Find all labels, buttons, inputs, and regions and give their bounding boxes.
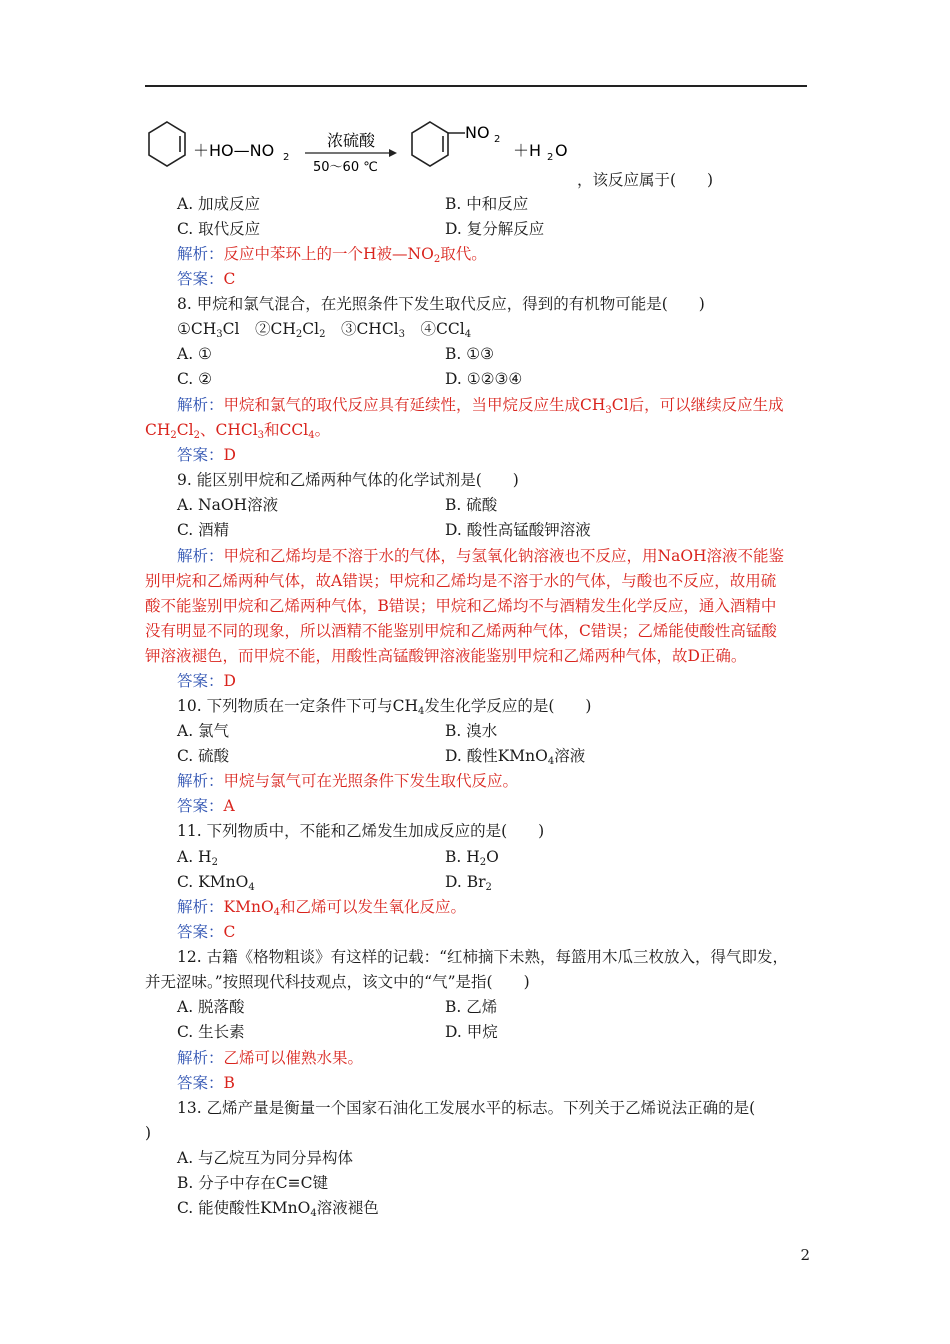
q10-option-d [445,746,585,772]
q11-analysis-pre: KMnO [223,898,274,916]
answer-label: 答案： [177,672,224,690]
q7-analysis-text: 反应中苯环上的一个H被—NO [223,245,434,263]
q8-a2-4: 、CHCl [199,421,258,439]
answer-label: 答案： [177,1074,224,1092]
q11-c-sub: 4 [248,882,255,893]
answer-label: 答案： [177,446,224,464]
q11-c-text: C. KMnO [177,873,249,891]
q8-answer [177,445,236,465]
q9-analysis-line1 [177,546,784,566]
q7-option-a: A. 加成反应 [177,195,261,213]
q12-option-c: C. 生长素 [177,1023,245,1041]
q12-option-b: B. 乙烯 [445,998,498,1016]
answer-label: 答案： [177,797,224,815]
q13-option-c-sub: 4 [310,1208,317,1219]
q11-option-c [177,872,255,898]
q11-a-sub: 2 [211,857,218,868]
q8-option-a: A. ① [177,345,212,363]
q8-a2-6: 和CCl [264,421,309,439]
q10-option-d-post: 溶液 [554,747,586,765]
q10-option-d-pre: D. 酸性KMnO [445,747,548,765]
q11-analysis [177,897,466,923]
q13-option-c-post: 溶液褪色 [316,1199,379,1217]
q8-analysis-sub: 3 [605,405,612,416]
q11-b-sub: 2 [479,857,487,868]
q7-answer-value: C [223,270,236,288]
q7-analysis-post: 取代。 [440,245,487,263]
q9-answer-value: D [223,672,236,690]
nitration-equation [145,118,785,198]
q8-item-3-sub: 3 [398,329,406,340]
q8-a2-8: 。 [314,421,331,439]
q9-analysis-line3: 酸不能鉴别甲烷和乙烯两种气体，B错误；甲烷和乙烯均不与酒精发生化学反应，通入酒精中 [145,597,777,615]
q7-stem-tail: ，该反应属于( ) [577,171,714,189]
q11-a-text: A. H [177,848,212,866]
q10-analysis-text: 甲烷与氯气可在光照条件下发生取代反应。 [223,772,519,790]
analysis-label: 解析： [177,396,224,414]
q8-a2-0: CH [145,421,171,439]
q10-option-c: C. 硫酸 [177,747,230,765]
q8-item-2b: Cl [302,320,320,338]
q10-answer-value: A [223,797,235,815]
q12-option-a: A. 脱落酸 [177,998,245,1016]
q9-option-c: C. 酒精 [177,521,230,539]
benzene-ring-product-icon [412,122,465,166]
q8-stem: 8. 甲烷和氯气混合，在光照条件下发生取代反应，得到的有机物可能是( ) [177,295,705,313]
benzene-ring-icon [149,122,185,166]
q7-analysis-sub: 2 [433,254,441,265]
q10-option-a: A. 氯气 [177,722,230,740]
q8-a2-5: 3 [257,430,265,441]
water-o: O [555,141,568,160]
q12-stem-line1: 12. 古籍《格物粗谈》有这样的记载：“红柿摘下未熟，每篮用木瓜三枚放入，得气即发， [177,948,789,966]
q9-analysis-line2: 别甲烷和乙烯两种气体，故A错误；甲烷和乙烯均是不溶于水的气体，与酸也不反应，故用硫 [145,572,777,590]
header-rule [145,85,807,87]
q13-option-a: A. 与乙烷互为同分异构体 [177,1149,354,1167]
q12-answer [177,1073,235,1093]
q9-analysis-line4: 没有明显不同的现象，所以酒精不能鉴别甲烷和乙烯两种气体，C错误；乙烯能使酸性高锰酸 [145,622,777,640]
water-text: ＋H [513,141,542,160]
analysis-label: 解析： [177,547,224,565]
q9-analysis-text-1: 甲烷和乙烯均是不溶于水的气体，与氢氧化钠溶液也不反应，用NaOH溶液不能鉴 [223,547,785,565]
analysis-label: 解析： [177,898,224,916]
answer-label: 答案： [177,270,224,288]
q11-b-post: O [486,848,499,866]
q9-analysis-line5: 钾溶液褪色，而甲烷不能，用酸性高锰酸钾溶液能鉴别甲烷和乙烯两种气体，故D正确。 [145,647,747,665]
reactant-sub: 2 [283,152,290,163]
q11-option-b [445,847,499,873]
q9-option-a: A. NaOH溶液 [177,496,279,514]
q8-item-2: Cl ②CH [222,320,296,338]
q8-a2-1: 2 [170,430,177,441]
q10-stem-sub: 4 [417,706,425,717]
q9-stem: 9. 能区别甲烷和乙烯两种气体的化学试剂是( ) [177,471,519,489]
q11-b-text: B. H [445,848,480,866]
q11-stem: 11. 下列物质中，不能和乙烯发生加成反应的是( ) [177,822,545,840]
q8-item-4-sub: 4 [464,329,472,340]
q8-option-b: B. ①③ [445,345,495,363]
q11-answer [177,922,235,942]
answer-label: 答案： [177,923,224,941]
condition-label: 50～60 ℃ [313,160,378,175]
q10-stem-post: 发生化学反应的是( ) [424,697,592,715]
water-sub: 2 [547,152,554,163]
q8-a2-3: 2 [193,430,200,441]
q12-answer-value: B [223,1074,235,1092]
q13-option-c-pre: C. 能使酸性KMnO [177,1199,311,1217]
q7-answer [177,269,235,289]
q10-answer [177,796,235,816]
q8-item-3: ③CHCl [325,320,399,338]
q7-analysis [177,244,487,270]
q11-d-sub: 2 [485,882,492,893]
q8-item-1-sub: 3 [216,329,223,340]
page-number: 2 [800,1246,810,1264]
catalyst-label: 浓硫酸 [327,131,376,150]
q11-d-text: D. Br [445,873,486,891]
q12-analysis [177,1048,363,1068]
q8-item-4: ④CCl [405,320,465,338]
q8-a2-7: 4 [308,430,315,441]
q9-option-d: D. 酸性高锰酸钾溶液 [445,521,591,539]
analysis-label: 解析： [177,772,224,790]
q8-analysis-line2 [145,420,330,446]
reactant-text: ＋HO—NO [193,141,275,160]
q13-stem-line2: ) [145,1124,152,1142]
analysis-label: 解析： [177,1049,224,1067]
q8-a2-2: Cl [176,421,194,439]
product-sub: 2 [494,134,501,145]
q10-stem-pre: 10. 下列物质在一定条件下可与CH [177,697,418,715]
q8-analysis-text-b: Cl后，可以继续反应生成 [611,396,784,414]
product-group: NO [465,123,490,142]
q12-analysis-text: 乙烯可以催熟水果。 [223,1049,364,1067]
q9-option-b: B. 硫酸 [445,496,498,514]
q10-option-b: B. 溴水 [445,722,498,740]
q8-item-1: ①CH [177,320,217,338]
q7-option-c: C. 取代反应 [177,220,261,238]
q8-answer-value: D [223,446,236,464]
q13-option-b: B. 分子中存在C≡C键 [177,1174,328,1192]
q12-stem-line2: 并无涩味。”按照现代科技观点，该文中的“气”是指( ) [145,973,530,991]
q12-option-d: D. 甲烷 [445,1023,498,1041]
q8-analysis-text-a: 甲烷和氯气的取代反应具有延续性，当甲烷反应生成CH [223,396,606,414]
q10-option-d-sub: 4 [547,756,555,767]
q9-answer [177,671,236,691]
q11-analysis-sub: 4 [273,907,281,918]
reaction-arrow-head-icon [389,149,397,157]
q11-analysis-post: 和乙烯可以发生氧化反应。 [280,898,467,916]
q7-option-b: B. 中和反应 [445,195,529,213]
q8-item-2b-sub: 2 [319,329,326,340]
q8-analysis-line1 [177,395,784,421]
q7-option-d: D. 复分解反应 [445,220,545,238]
analysis-label: 解析： [177,245,224,263]
q8-items [177,319,471,345]
q11-answer-value: C [223,923,236,941]
q8-option-c: C. ② [177,370,213,388]
q13-stem-line1: 13. 乙烯产量是衡量一个国家石油化工发展水平的标志。下列关于乙烯说法正确的是( [177,1099,756,1117]
q11-option-d [445,872,492,898]
q10-stem [177,696,591,722]
q11-option-a [177,847,218,873]
q8-item-2-sub: 2 [295,329,303,340]
q13-option-c [177,1198,379,1224]
q10-analysis [177,771,518,791]
q8-option-d: D. ①②③④ [445,370,523,388]
